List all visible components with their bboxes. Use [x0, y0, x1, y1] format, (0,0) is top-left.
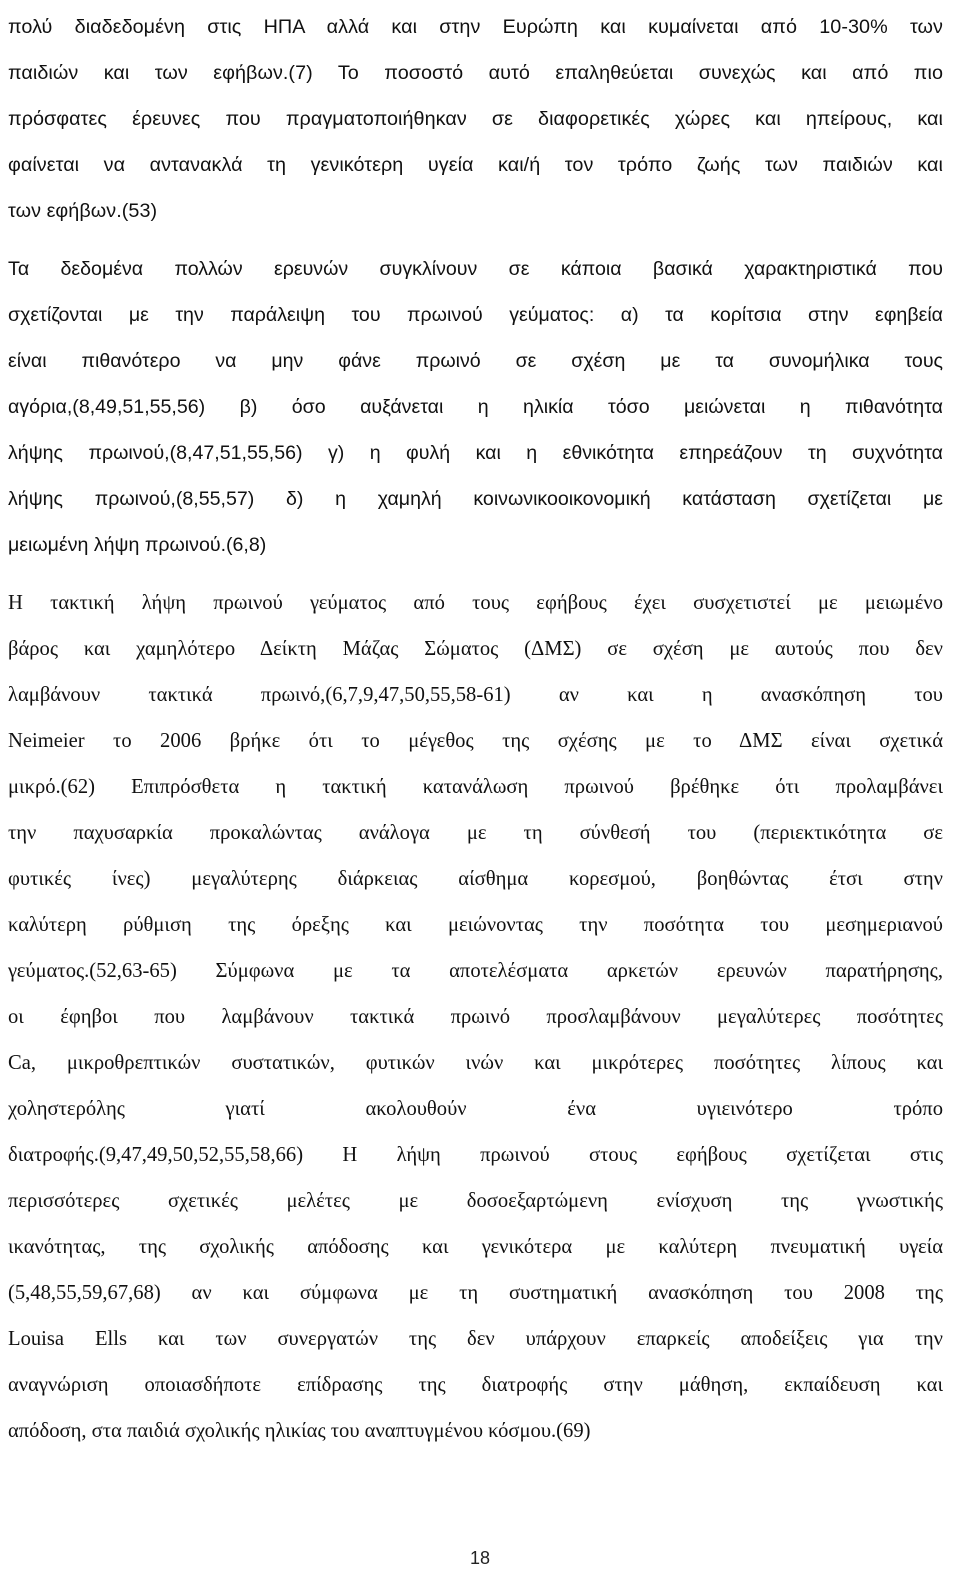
text-line: σχετίζονται με την παράλειψη του πρωινού γεύματος: α) τα κορίτσια στην εφηβεία — [8, 304, 943, 326]
text-line: φυτικές ίνες) μεγαλύτερης διάρκειας αίσθημα κορεσμού, βοηθώντας έτσι στην — [8, 868, 943, 890]
text-line: (5,48,55,59,67,68) αν και σύμφωνα με τη συστηματική ανασκόπηση του 2008 της — [8, 1282, 943, 1304]
text-line: λήψης πρωινού,(8,47,51,55,56) γ) η φυλή και η εθνικότητα επηρεάζουν τη συχνότητα — [8, 442, 943, 464]
text-line: των εφήβων.(53) — [8, 200, 158, 222]
text-line: είναι πιθανότερο να μην φάνε πρωινό σε σχέση με τα συνομήλικα τους — [8, 350, 943, 372]
text-line: Τα δεδομένα πολλών ερευνών συγκλίνουν σε κάποια βασικά χαρακτηριστικά που — [8, 258, 943, 280]
text-line: πρόσφατες έρευνες που πραγματοποιήθηκαν σε διαφορετικές χώρες και ηπείρους, και — [8, 108, 943, 130]
text-line: την παχυσαρκία προκαλώντας ανάλογα με τη σύνθεσή του (περιεκτικότητα σε — [8, 822, 943, 844]
text-line: γεύματος.(52,63-65) Σύμφωνα με τα αποτελέσματα αρκετών ερευνών παρατήρησης, — [8, 960, 943, 982]
text-line: χοληστερόλης γιατί ακολουθούν ένα υγιεινότερο τρόπο — [8, 1098, 943, 1120]
paragraph-breakfast-skipping-factors — [8, 246, 943, 568]
paragraph-breakfast-prevalence — [8, 4, 943, 234]
page-number: 18 — [469, 1548, 491, 1568]
text-line: Louisa Ells και των συνεργατών της δεν υπάρχουν επαρκείς αποδείξεις για την — [8, 1328, 943, 1350]
text-line: λαμβάνουν τακτικά πρωινό,(6,7,9,47,50,55,58-61) αν και η ανασκόπηση του — [8, 684, 943, 706]
text-line: μειωμένη λήψη πρωινού.(6,8) — [8, 534, 267, 556]
text-line: Neimeier το 2006 βρήκε ότι το μέγεθος της σχέσης με το ΔΜΣ είναι σχετικά — [8, 730, 943, 752]
text-line: Η τακτική λήψη πρωινού γεύματος από τους εφήβους έχει συσχετιστεί με μειωμένο — [8, 592, 943, 614]
text-line: περισσότερες σχετικές μελέτες με δοσοεξαρτώμενη ενίσχυση της γνωστικής — [8, 1190, 943, 1212]
text-line: λήψης πρωινού,(8,55,57) δ) η χαμηλή κοινωνικοοικονομική κατάσταση σχετίζεται με — [8, 488, 943, 510]
text-line: μικρό.(62) Επιπρόσθετα η τακτική κατανάλωση πρωινού βρέθηκε ότι προλαμβάνει — [8, 776, 943, 798]
text-line: οι έφηβοι που λαμβάνουν τακτικά πρωινό προσλαμβάνουν μεγαλύτερες ποσότητες — [8, 1006, 943, 1028]
text-line: παιδιών και των εφήβων.(7) Το ποσοστό αυτό επαληθεύεται συνεχώς και από πιο — [8, 62, 943, 84]
text-line: αγόρια,(8,49,51,55,56) β) όσο αυξάνεται η ηλικία τόσο μειώνεται η πιθανότητα — [8, 396, 943, 418]
paragraph-breakfast-health-effects — [8, 580, 943, 1454]
text-line: βάρος και χαμηλότερο Δείκτη Μάζας Σώματος (ΔΜΣ) σε σχέση με αυτούς που δεν — [8, 638, 943, 660]
document-page — [8, 4, 943, 1454]
text-line: φαίνεται να αντανακλά τη γενικότερη υγεία και/ή τον τρόπο ζωής των παιδιών και — [8, 154, 943, 176]
text-line: πολύ διαδεδομένη στις ΗΠΑ αλλά και στην Ευρώπη και κυμαίνεται από 10-30% των — [8, 16, 943, 38]
text-line: απόδοση, στα παιδιά σχολικής ηλικίας του αναπτυγμένου κόσμου.(69) — [8, 1420, 591, 1442]
text-line: καλύτερη ρύθμιση της όρεξης και μειώνοντας την ποσότητα του μεσημεριανού — [8, 914, 943, 936]
text-line: ικανότητας, της σχολικής απόδοσης και γενικότερα με καλύτερη πνευματική υγεία — [8, 1236, 943, 1258]
text-line: διατροφής.(9,47,49,50,52,55,58,66) Η λήψη πρωινού στους εφήβους σχετίζεται στις — [8, 1144, 943, 1166]
text-line: αναγνώριση οποιασδήποτε επίδρασης της διατροφής στην μάθηση, εκπαίδευση και — [8, 1374, 943, 1396]
text-line: Ca, μικροθρεπτικών συστατικών, φυτικών ινών και μικρότερες ποσότητες λίπους και — [8, 1052, 943, 1074]
